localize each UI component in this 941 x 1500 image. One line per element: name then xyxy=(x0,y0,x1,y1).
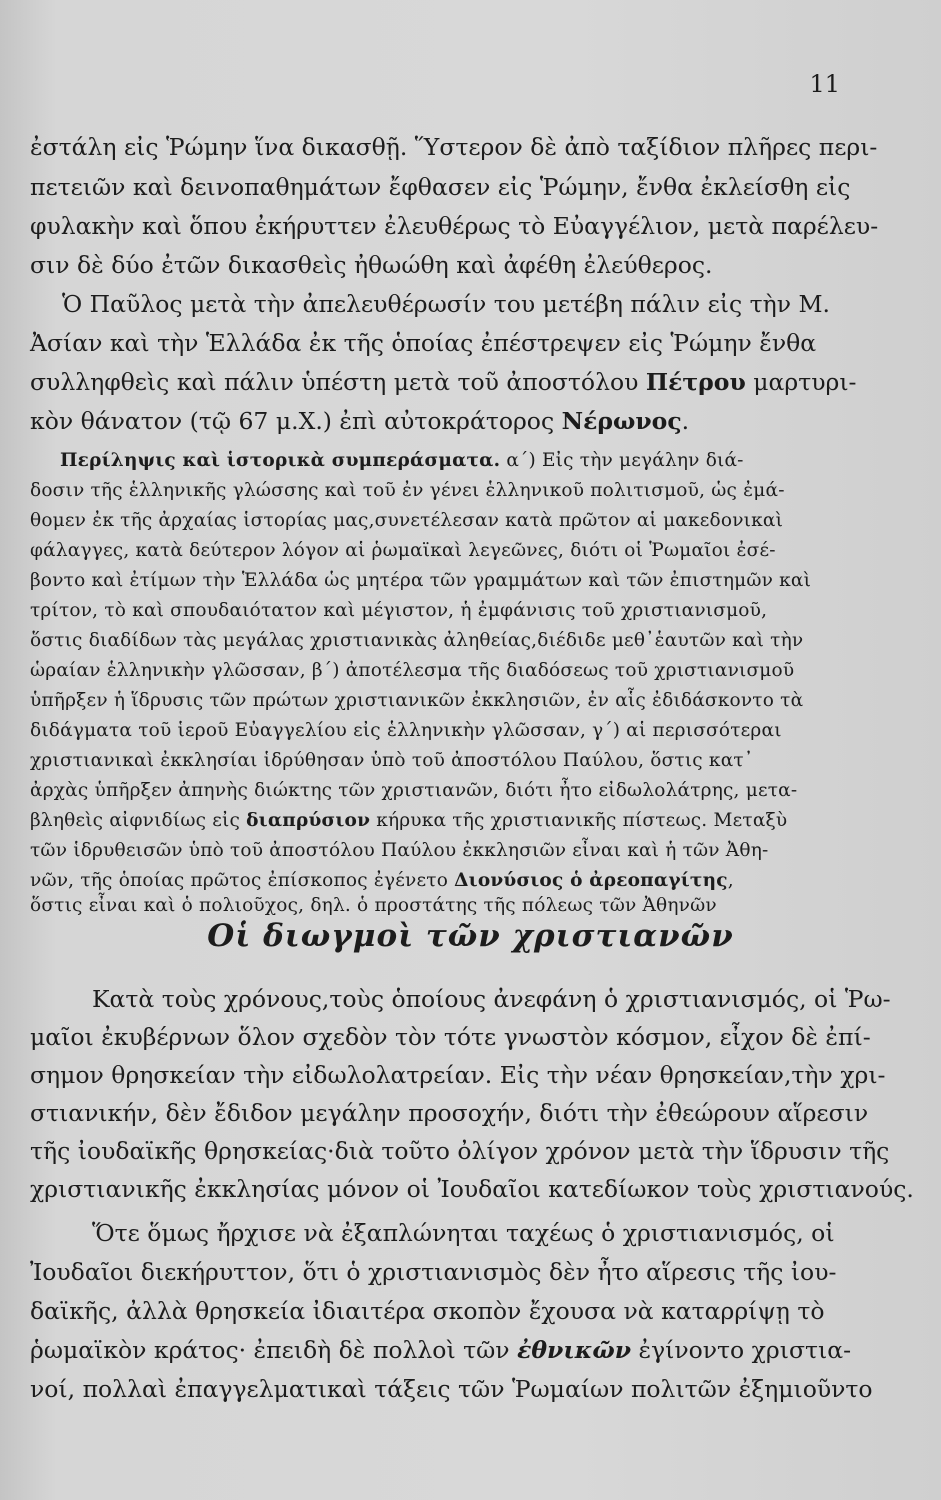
text-line: Ἀσίαν καὶ τὴν Ἑλλάδα ἐκ τῆς ὁποίας ἐπέστρεψεν εἰς Ῥώμην ἔνθα xyxy=(30,329,817,357)
text-segment: κήρυκα τῆς χριστιανικῆς πίστεως. Μεταξὺ xyxy=(370,810,788,831)
text-line: διδάγματα τοῦ ἱεροῦ Εὐαγγελίου εἰς ἑλληνικὴν γλῶσσαν, γ΄) αἱ περισσότεραι xyxy=(30,720,782,741)
text-line xyxy=(30,1336,851,1364)
text-line xyxy=(30,407,689,435)
text-line: νοί, πολλαὶ ἐπαγγελματικαὶ τάξεις τῶν Ῥωμαίων πολιτῶν ἐξημιοῦντο xyxy=(30,1375,873,1403)
text-segment: α΄) Εἰς τὴν μεγάλην διά- xyxy=(500,450,744,471)
text-segment: ἐγίνοντο χριστια- xyxy=(631,1336,852,1364)
page-number: 11 xyxy=(809,70,840,98)
text-line: Ὁ Παῦλος μετὰ τὴν ἀπελευθέρωσίν του μετέβη πάλιν εἰς τὴν Μ. xyxy=(62,290,830,318)
text-line: θομεν ἐκ τῆς ἀρχαίας ἱστορίας μας,συνετέλεσαν κατὰ πρῶτον αἱ μακεδονικαὶ xyxy=(30,510,784,531)
emphasis-diaprysion: διαπρύσιον xyxy=(246,810,371,831)
text-segment: , xyxy=(727,870,734,891)
text-line xyxy=(30,870,734,891)
text-segment: μαρτυρι- xyxy=(745,368,857,396)
text-segment: . xyxy=(681,407,690,435)
text-line: χριστιανικῆς ἐκκλησίας μόνον οἱ Ἰουδαῖοι κατεδίωκον τοὺς χριστιανούς. xyxy=(30,1175,914,1203)
text-line: φάλαγγες, κατὰ δεύτερον λόγον αἱ ῥωμαϊκαὶ λεγεῶνες, διότι οἱ Ῥωμαῖοι ἐσέ- xyxy=(30,540,776,561)
text-line: ὡραίαν ἑλληνικὴν γλῶσσαν, β΄) ἀποτέλεσμα τῆς διαδόσεως τοῦ χριστιανισμοῦ xyxy=(30,660,795,681)
text-segment: νῶν, τῆς ὁποίας πρῶτος ἐπίσκοπος ἐγένετο xyxy=(30,870,455,891)
name-petros: Πέτρου xyxy=(645,368,746,396)
text-line: πετειῶν καὶ δεινοπαθημάτων ἔφθασεν εἰς Ῥώμην, ἔνθα ἐκλείσθη εἰς xyxy=(30,173,851,201)
text-line: ἀρχὰς ὑπῆρξεν ἀπηνὴς διώκτης τῶν χριστιανῶν, διότι ἦτο εἰδωλολάτρης, μετα- xyxy=(30,780,798,801)
text-line xyxy=(30,810,787,831)
text-line: σιν δὲ δύο ἐτῶν δικασθεὶς ἠθωώθη καὶ ἀφέθη ἐλεύθερος. xyxy=(30,251,713,279)
text-line: φυλακὴν καὶ ὅπου ἐκήρυττεν ἐλευθέρως τὸ Εὐαγγέλιον, μετὰ παρέλευ- xyxy=(30,212,879,240)
text-line: Κατὰ τοὺς χρόνους,τοὺς ὁποίους ἀνεφάνη ὁ χριστιανισμός, οἱ Ῥω- xyxy=(92,985,891,1013)
text-line xyxy=(60,450,744,471)
text-line: ὅστις διαδίδων τὰς μεγάλας χριστιανικὰς ἀληθείας,διέδιδε μεθ᾿ἑαυτῶν καὶ τὴν xyxy=(30,630,804,651)
text-segment: βληθεὶς αἰφνιδίως εἰς xyxy=(30,810,247,831)
summary-heading: Περίληψις καὶ ἱστορικὰ συμπεράσματα. xyxy=(60,450,501,471)
text-segment: ῥωμαϊκὸν κράτος· ἐπειδὴ δὲ πολλοὶ τῶν xyxy=(30,1336,518,1364)
text-line: δαϊκῆς, ἀλλὰ θρησκεία ἰδιαιτέρα σκοπὸν ἔχουσα νὰ καταρρίψῃ τὸ xyxy=(30,1297,825,1325)
text-line: Ὅτε ὅμως ἤρχισε νὰ ἐξαπλώνηται ταχέως ὁ χριστιανισμός, οἱ xyxy=(92,1219,835,1247)
text-line: τρίτον, τὸ καὶ σπουδαιότατον καὶ μέγιστον, ἡ ἐμφάνισις τοῦ χριστιανισμοῦ, xyxy=(30,600,768,621)
text-segment: συλληφθεὶς καὶ πάλιν ὑπέστη μετὰ τοῦ ἀποστόλου xyxy=(30,368,646,396)
text-line: ἐστάλη εἰς Ῥώμην ἵνα δικασθῇ. Ὕστερον δὲ ἀπὸ ταξίδιον πλῆρες περι- xyxy=(30,133,878,161)
name-dionysios: Διονύσιος ὁ ἀρεοπαγίτης xyxy=(454,870,728,891)
text-segment: κὸν θάνατον (τῷ 67 μ.Χ.) ἐπὶ αὐτοκράτορος xyxy=(30,407,562,435)
text-line: Ἰουδαῖοι διεκήρυττον, ὅτι ὁ χριστιανισμὸς δὲν ἦτο αἵρεσις τῆς ἰου- xyxy=(30,1258,837,1286)
text-line: μαῖοι ἐκυβέρνων ὅλον σχεδὸν τὸν τότε γνωστὸν κόσμον, εἶχον δὲ ἐπί- xyxy=(30,1023,871,1051)
text-line: βοντο καὶ ἐτίμων τὴν Ἑλλάδα ὡς μητέρα τῶν γραμμάτων καὶ τῶν ἐπιστημῶν καὶ xyxy=(30,570,812,591)
name-neron: Νέρωνος xyxy=(561,407,682,435)
emphasis-ethnikon: ἐθνικῶν xyxy=(517,1336,631,1364)
text-line: τῶν ἱδρυθεισῶν ὑπὸ τοῦ ἀποστόλου Παύλου ἐκκλησιῶν εἶναι καὶ ἡ τῶν Ἀθη- xyxy=(30,840,769,861)
section-heading: Οἱ διωγμοὶ τῶν χριστιανῶν xyxy=(207,918,734,954)
text-line: σημον θρησκείαν τὴν εἰδωλολατρείαν. Εἰς τὴν νέαν θρησκείαν,τὴν χρι- xyxy=(30,1061,886,1089)
text-line: ὅστις εἶναι καὶ ὁ πολιοῦχος, δηλ. ὁ προστάτης τῆς πόλεως τῶν Ἀθηνῶν xyxy=(30,895,717,916)
text-line: τῆς ἰουδαϊκῆς θρησκείας·διὰ τοῦτο ὀλίγον χρόνον μετὰ τὴν ἵδρυσιν τῆς xyxy=(30,1137,890,1165)
text-line: δοσιν τῆς ἑλληνικῆς γλώσσης καὶ τοῦ ἐν γένει ἑλληνικοῦ πολιτισμοῦ, ὡς ἐμά- xyxy=(30,480,785,501)
text-line: χριστιανικαὶ ἐκκλησίαι ἱδρύθησαν ὑπὸ τοῦ ἀποστόλου Παύλου, ὅστις κατ᾿ xyxy=(30,750,754,771)
text-line xyxy=(30,368,856,396)
text-line: στιανικήν, δὲν ἔδιδον μεγάλην προσοχήν, διότι τὴν ἐθεώρουν αἵρεσιν xyxy=(30,1099,869,1127)
text-line: ὑπῆρξεν ἡ ἵδρυσις τῶν πρώτων χριστιανικῶν ἐκκλησιῶν, ἐν αἷς ἐδιδάσκοντο τὰ xyxy=(30,690,804,711)
